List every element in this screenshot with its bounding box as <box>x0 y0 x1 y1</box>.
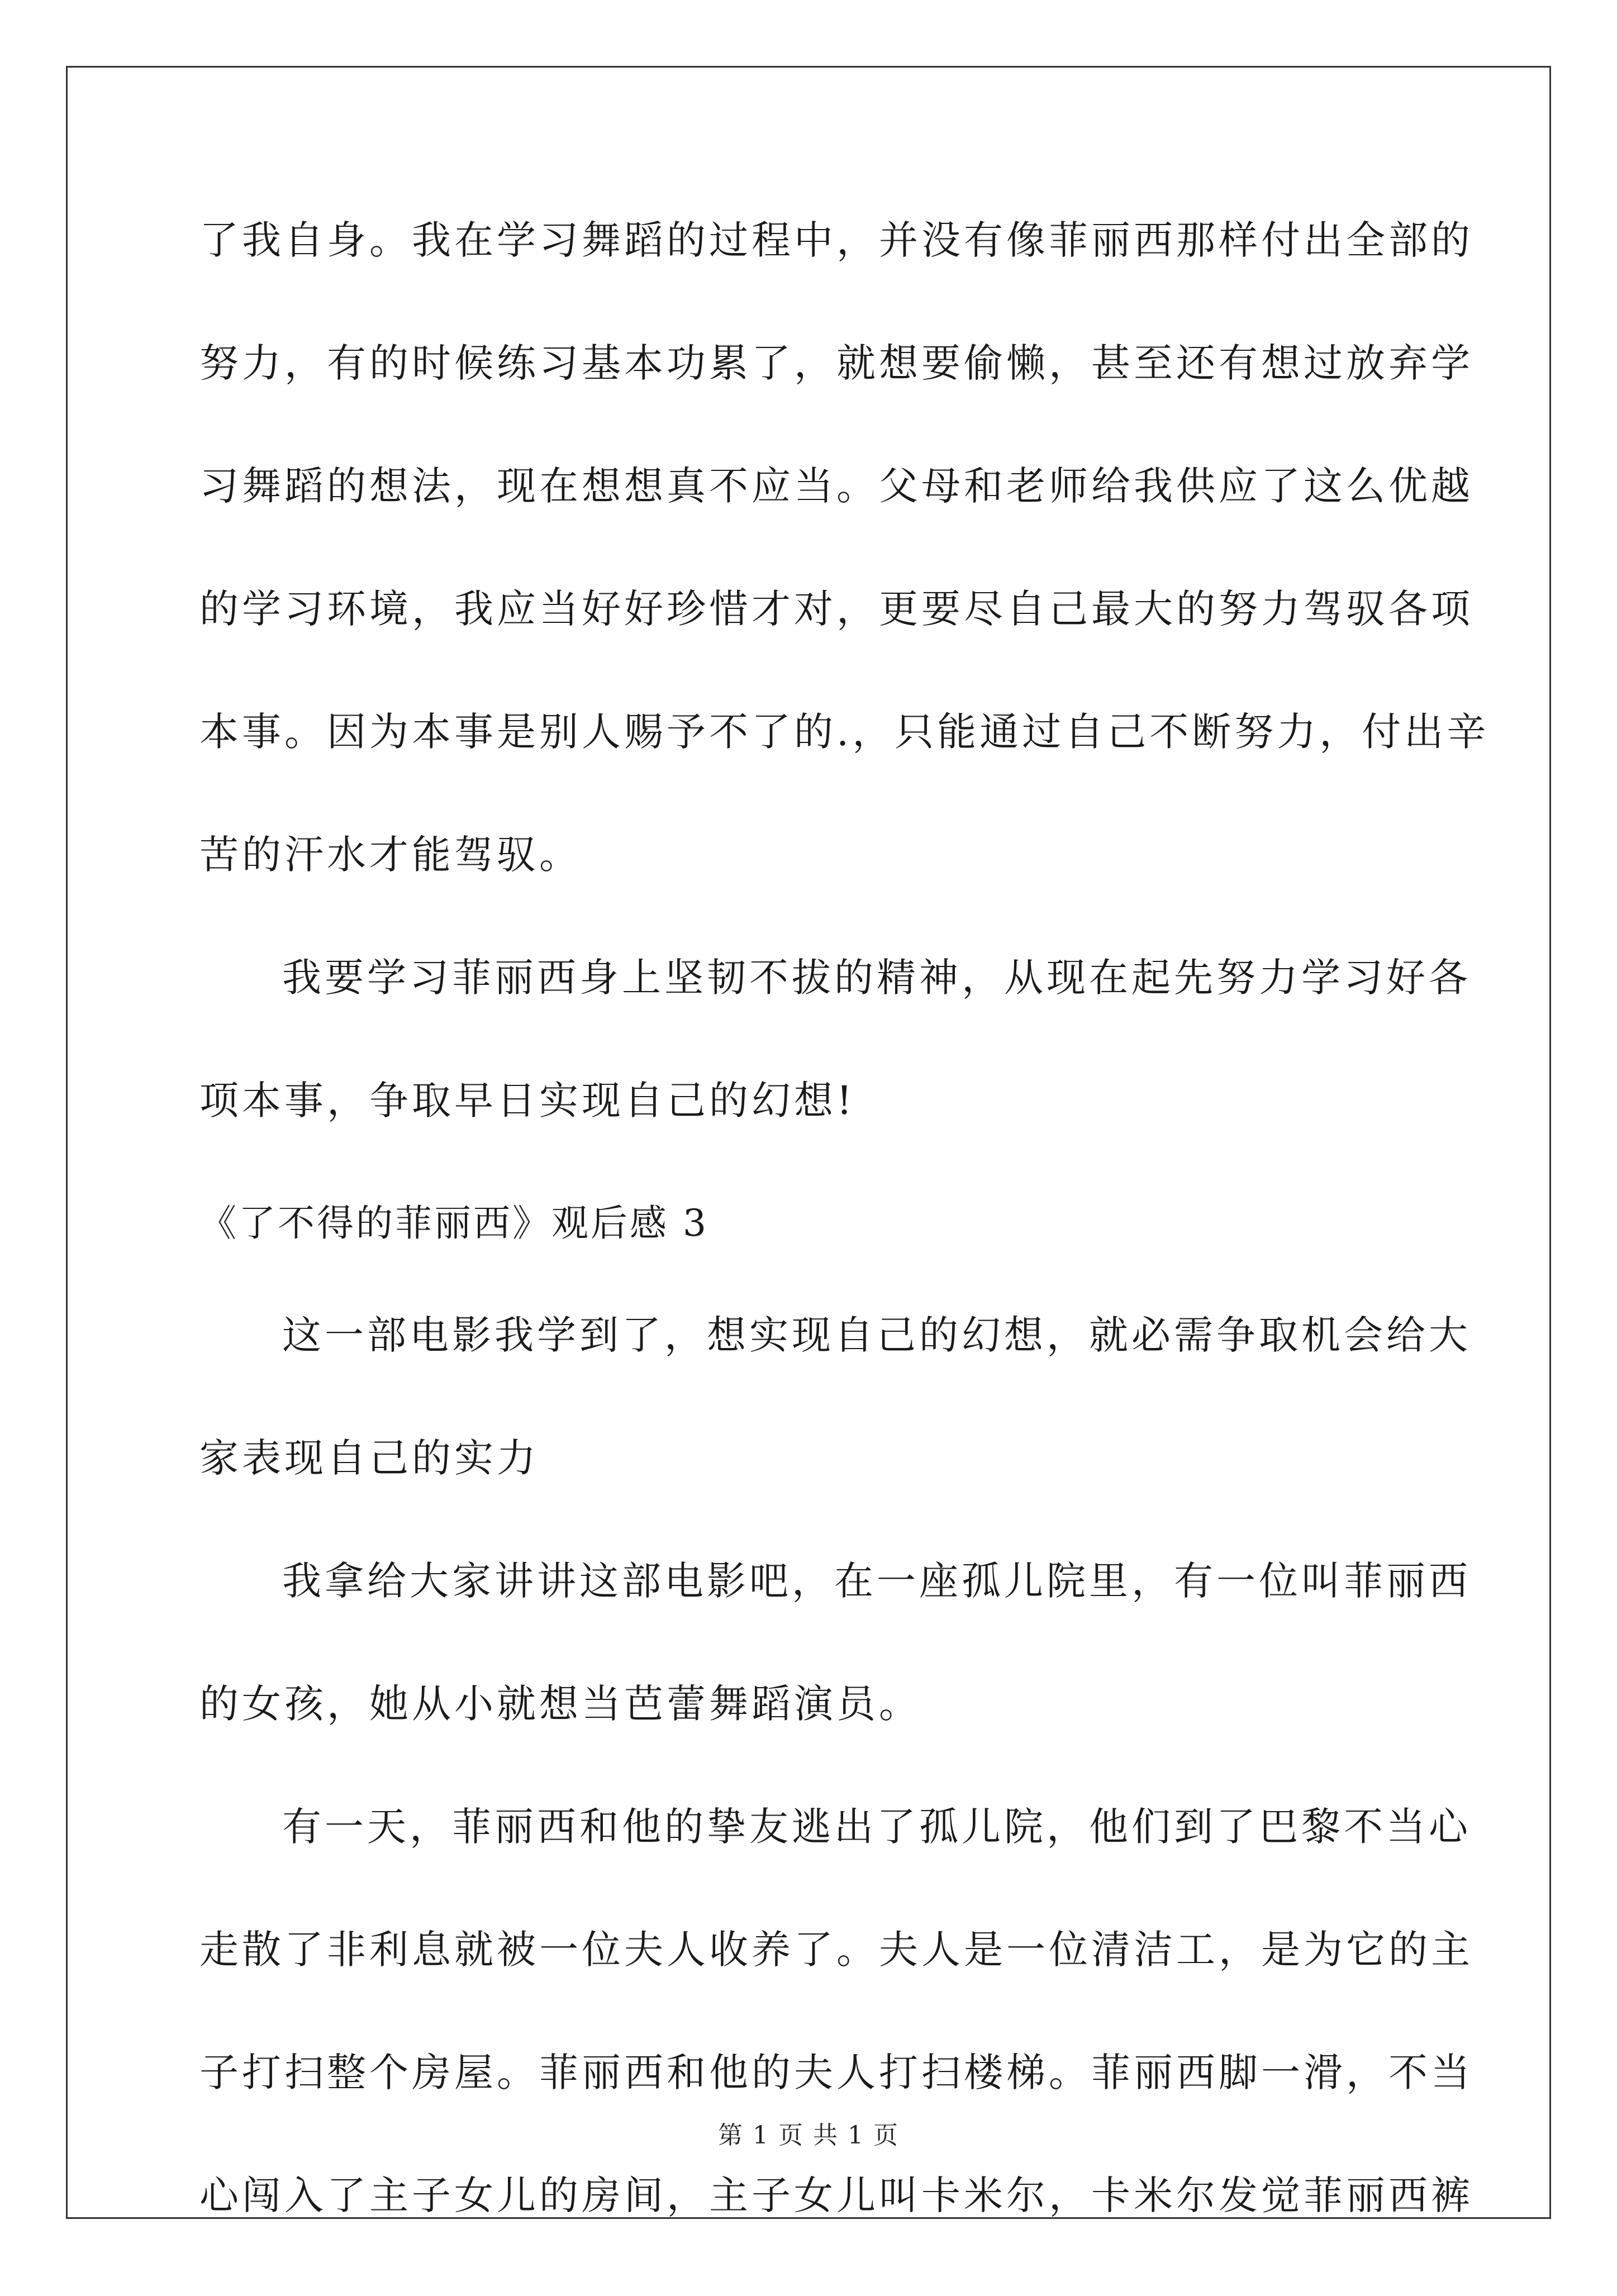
text-line: 本事。因为本事是别人赐予不了的.，只能通过自己不断努力，付出辛 <box>199 709 1490 755</box>
paragraph-start-line: 我拿给大家讲讲这部电影吧，在一座孤儿院里，有一位叫菲丽西 <box>282 1558 1471 1604</box>
text-line: 家表现自己的实力 <box>199 1435 539 1481</box>
text-line: 习舞蹈的想法，现在想想真不应当。父母和老师给我供应了这么优越 <box>199 463 1473 509</box>
text-line: 的女孩，她从小就想当芭蕾舞蹈演员。 <box>199 1681 921 1727</box>
text-line: 心闯入了主子女儿的房间，主子女儿叫卡米尔，卡米尔发觉菲丽西裤 <box>199 2173 1473 2218</box>
document-body <box>199 217 1490 2296</box>
section-heading: 《了不得的菲丽西》观后感 3 <box>199 1202 708 1245</box>
text-line: 走散了非利息就被一位夫人收养了。夫人是一位清洁工，是为它的主 <box>199 1927 1473 1973</box>
text-line: 项本事，争取早日实现自己的幻想! <box>199 1078 856 1123</box>
text-line: 努力，有的时候练习基本功累了，就想要偷懒，甚至还有想过放弃学 <box>199 340 1473 386</box>
text-line: 苦的汗水才能驾驭。 <box>199 832 582 878</box>
page-footer: 第 1 页 共 1 页 <box>718 2121 899 2150</box>
paragraph-start-line: 这一部电影我学到了，想实现自己的幻想，就必需争取机会给大 <box>282 1312 1471 1358</box>
paragraph-start-line: 有一天，菲丽西和他的挚友逃出了孤儿院，他们到了巴黎不当心 <box>282 1804 1471 1850</box>
paragraph-start-line: 我要学习菲丽西身上坚韧不拔的精神，从现在起先努力学习好各 <box>282 955 1471 1001</box>
text-line: 子打扫整个房屋。菲丽西和他的夫人打扫楼梯。菲丽西脚一滑，不当 <box>199 2050 1473 2095</box>
text-line: 的学习环境，我应当好好珍惜才对，更要尽自己最大的努力驾驭各项 <box>199 586 1473 632</box>
text-line: 了我自身。我在学习舞蹈的过程中，并没有像菲丽西那样付出全部的 <box>199 217 1473 263</box>
